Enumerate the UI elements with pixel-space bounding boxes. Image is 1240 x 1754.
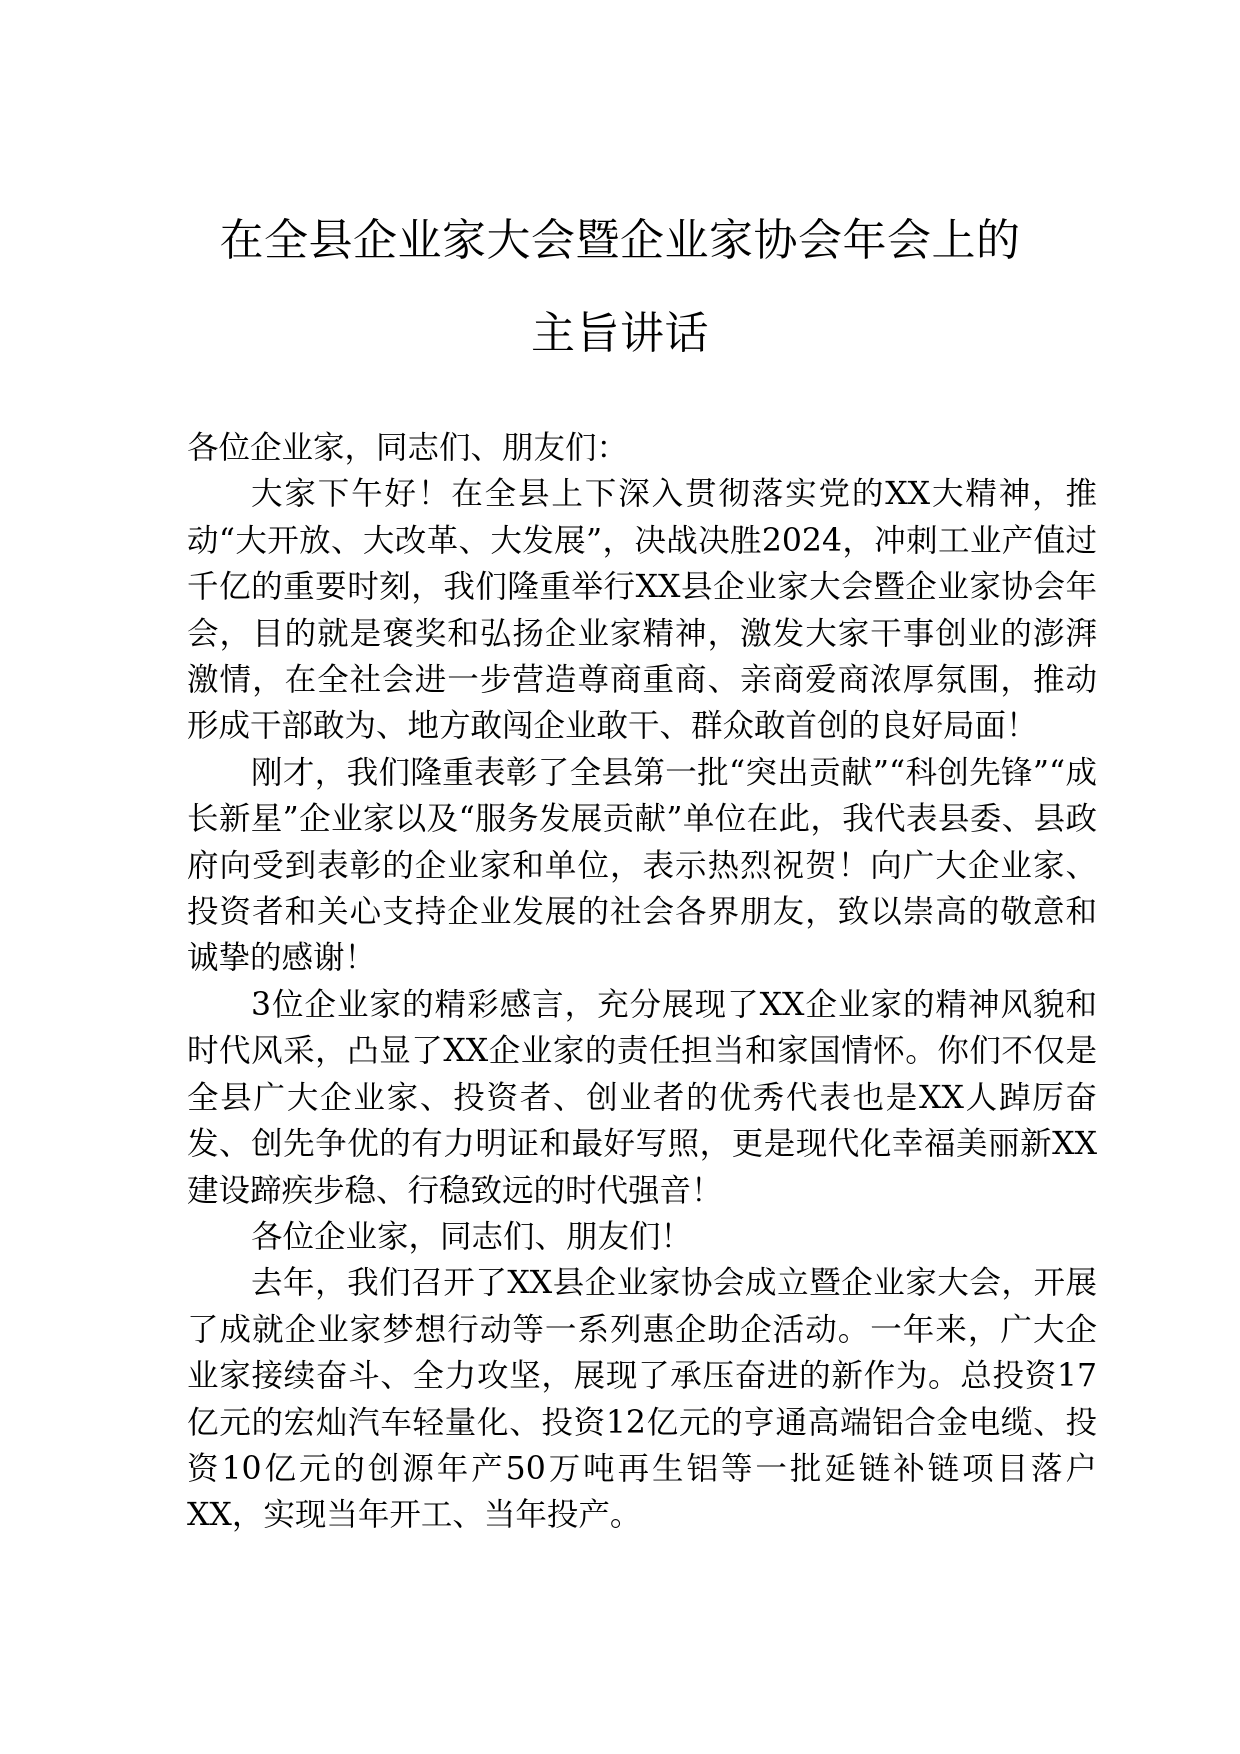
- paragraph-1: 大家下午好！在全县上下深入贯彻落实党的XX大精神，推动“大开放、大改革、大发展”，决战决胜2024，冲刺工业产值过千亿的重要时刻，我们隆重举行XX县企业家大会暨企业家协会年会，目的就是褒奖和弘扬企业家精神，激发大家干事创业的澎湃激情，在全社会进一步营造尊商重商、亲商爱商浓厚氛围，推动形成干部敢为、地方敢闯企业敢干、群众敢首创的良好局面！: [187, 476, 1097, 745]
- document-title-line-2: 主旨讲话: [531, 308, 709, 359]
- paragraph-4: 各位企业家，同志们、朋友们！: [251, 1218, 693, 1255]
- salutation: 各位企业家，同志们、朋友们：: [187, 430, 629, 466]
- document-body: [187, 425, 1097, 1539]
- paragraph-3: 3位企业家的精彩感言，充分展现了XX企业家的精神风貌和时代风采，凸显了XX企业家的责任担当和家国情怀。你们不仅是全县广大企业家、投资者、创业者的优秀代表也是XX人踔厉奋发、创先争优的有力明证和最好写照，更是现代化幸福美丽新XX建设蹄疾步稳、行稳致远的时代强音！: [187, 986, 1097, 1209]
- document-title-line-1: 在全县企业家大会暨企业家协会年会上的: [219, 215, 1021, 266]
- paragraph-5: 去年，我们召开了XX县企业家协会成立暨企业家大会，开展了成就企业家梦想行动等一系列惠企助企活动。一年来，广大企业家接续奋斗、全力攻坚，展现了承压奋进的新作为。总投资17亿元的宏灿汽车轻量化、投资12亿元的亨通高端铝合金电缆、投资10亿元的创源年产50万吨再生铝等一批延链补链项目落户XX，实现当年开工、当年投产。: [187, 1265, 1097, 1534]
- paragraph-2: 刚才，我们隆重表彰了全县第一批“突出贡献”“科创先锋”“成长新星”企业家以及“服务发展贡献”单位在此，我代表县委、县政府向受到表彰的企业家和单位，表示热烈祝贺！向广大企业家、投资者和关心支持企业发展的社会各界朋友，致以崇高的敬意和诚挚的感谢！: [187, 754, 1097, 977]
